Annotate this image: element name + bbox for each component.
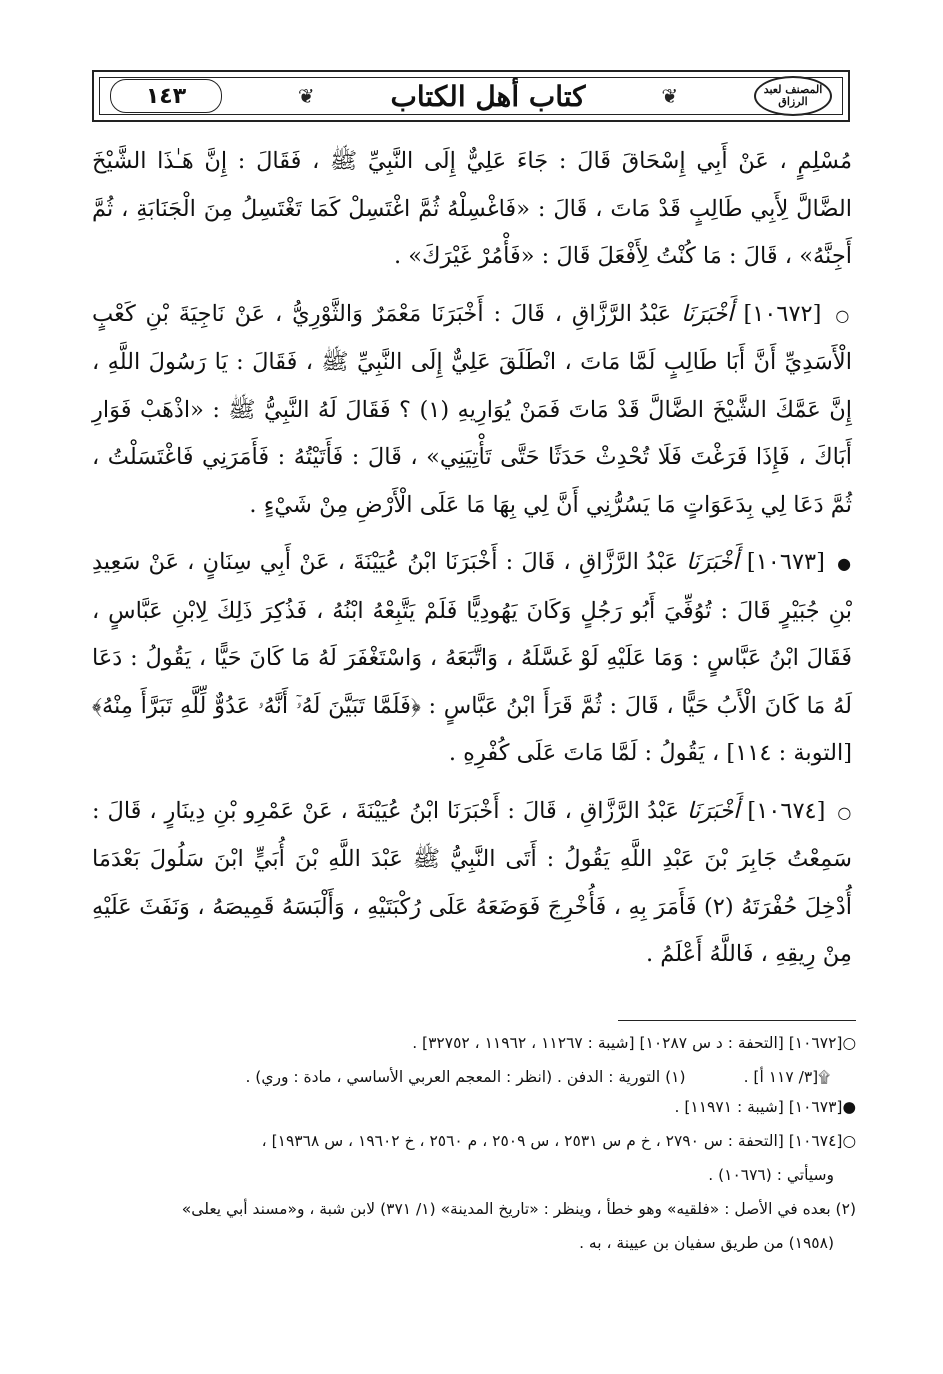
- footnote-note: (١) التورية : الدفن . (انظر : المعجم العربي الأساسي ، مادة : وري) .: [245, 1068, 686, 1086]
- footnote-line: ○[١٠٦٧٤] [التحفة : س ٢٧٩٠ ، خ م س ٢٥٣١ ، س ٢٥٠٩ ، م ٢٥٦٠ ، خ ١٩٦٠٢ ، س ١٩٣٦٨] ،: [261, 1132, 856, 1150]
- footnote-line: (٢) بعده في الأصل : «فلقيه» وهو خطأ ، وينظر : «تاريخ المدينة» (١/ ٣٧١) لابن شبة ، و«مسند أبي يعلى»: [181, 1200, 856, 1218]
- footnote-separator: [618, 1020, 856, 1021]
- main-text: [92, 138, 852, 979]
- ornament-icon: ❦: [297, 84, 315, 108]
- book-title: كتاب أهل الكتاب: [390, 79, 586, 113]
- page-number: [110, 79, 222, 113]
- footnote-line: ●[١٠٦٧٣] [شيبة : ١١٩٧١] .: [674, 1098, 856, 1116]
- hadith-entry: [92, 291, 852, 530]
- akhbarana-word: أَخْبَرَنَا: [686, 549, 739, 575]
- footnote-line-continued: (١٩٥٨) من طريق سفيان بن عيينة ، به .: [579, 1234, 834, 1252]
- paragraph-continuation: مُسْلِمٍ ، عَنْ أَبِي إِسْحَاقَ قَالَ : جَاءَ عَلِيٌّ إِلَى النَّبِيِّ ﷺ ، فَقَالَ : إِنَّ هَـٰذَا الشَّيْخَ الضَّالَّ لِأَبِي طَالِبٍ قَدْ مَاتَ ، قَالَ : «فَاغْسِلْهُ ثُمَّ اغْتَسِلْ كَمَا تَغْتَسِلُ مِنَ الْجَنَابَةِ ، ثُمَّ أَجِنَّهُ» ، قَالَ : مَا كُنْتُ لِأَفْعَلَ قَالَ : «فَأْمُرْ غَيْرَكَ» .: [92, 148, 852, 269]
- book-logo: [754, 76, 832, 116]
- hadith-text: عَبْدُ الرَّزَّاقِ ، قَالَ : أَخْبَرَنَا مَعْمَرٌ وَالثَّوْرِيُّ ، عَنْ نَاجِيَةَ بْنِ كَعْبٍ الْأَسَدِيِّ أَنَّ أَبَا طَالِبٍ لَمَّا مَاتَ ، انْطَلَقَ عَلِيٌّ إِلَى النَّبِيِّ ﷺ ، فَقَالَ : يَا رَسُولَ اللَّهِ ، إِنَّ عَمَّكَ الشَّيْخَ الضَّالَّ قَدْ مَاتَ فَمَنْ يُوَارِيهِ (١) ؟ فَقَالَ لَهُ النَّبِيُّ ﷺ : «اذْهَبْ فَوَارِ أَبَاكَ ، فَإِذَا فَرَغْتَ فَلَا تُحْدِثْ حَدَثًا حَتَّى تَأْتِيَنِي» ، قَالَ : فَأَتَيْتُهُ : فَأَمَرَنِي فَاغْتَسَلْتُ ، ثُمَّ دَعَا لِي بِدَعَوَاتٍ مَا يَسُرُّنِي أَنَّ لِي بِهَا مَا عَلَى الْأَرْضِ مِنْ شَيْءٍ .: [92, 300, 852, 518]
- hadith-number: [١٠٦٧٢]: [743, 300, 822, 327]
- page-header: [92, 70, 850, 122]
- entry-marker: ○: [837, 802, 853, 822]
- book-logo-text: المصنف لعبد الرزاق: [763, 83, 823, 108]
- entry-marker: ○: [835, 305, 853, 325]
- footnotes: [92, 1028, 856, 1262]
- footnote-row: [92, 1062, 856, 1092]
- akhbarana-word: أَخْبَرَنَا: [687, 797, 740, 824]
- entry-marker: ●: [837, 554, 853, 573]
- footnote-ref: ۩[٣/ ١١٧ أ] .: [743, 1068, 830, 1086]
- hadith-text: عَبْدُ الرَّزَّاقِ ، قَالَ : أَخْبَرَنَا ابْنُ عُيَيْنَةَ ، عَنْ أَبِي سِنَانٍ ، عَنْ سَعِيدِ بْنِ جُبَيْرٍ قَالَ : تُوُفِّيَ أَبُو رَجُلٍ وَكَانَ يَهُودِيًّا فَلَمْ يَتَّبِعْهُ ابْنُهُ ، فَذُكِرَ ذَلِكَ لِابْنِ عَبَّاسٍ ، فَقَالَ ابْنُ عَبَّاسٍ : وَمَا عَلَيْهِ لَوْ غَسَّلَهُ ، وَاتَّبَعَهُ ، وَاسْتَغْفَرَ لَهُ مَا كَانَ حَيًّا ، يَقُولُ : دَعَا لَهُ مَا كَانَ الْأَبُ حَيًّا ، قَالَ : ثُمَّ قَرَأَ ابْنُ عَبَّاسٍ : ﴿فَلَمَّا تَبَيَّنَ لَهُۥٓ أَنَّهُۥ عَدُوٌّ لِّلَّهِ تَبَرَّأَ مِنْهُ﴾ [التوبة : ١١٤] ، يَقُولُ : لَمَّا مَاتَ عَلَى كُفْرِهِ .: [92, 549, 852, 766]
- page-number-text: ١٤٣: [145, 83, 187, 109]
- footnote-line-continued: وسيأتي : (١٠٦٧٦) .: [708, 1166, 834, 1184]
- footnote-line: ○[١٠٦٧٢] [التحفة : د س ١٠٢٨٧] [شيبة : ١١٢٦٧ ، ١١٩٦٢ ، ٣٢٧٥٢] .: [412, 1034, 856, 1052]
- hadith-text: عَبْدُ الرَّزَّاقِ ، قَالَ : أَخْبَرَنَا ابْنُ عُيَيْنَةَ ، عَنْ عَمْرِو بْنِ دِينَارٍ ، قَالَ : سَمِعْتُ جَابِرَ بْنَ عَبْدِ اللَّهِ يَقُولُ : أَتَى النَّبِيُّ ﷺ عَبْدَ اللَّهِ بْنَ أُبَيٍّ ابْنَ سَلُولَ بَعْدَمَا أُدْخِلَ حُفْرَتَهُ (٢) فَأَمَرَ بِهِ ، فَأُخْرِجَ فَوَضَعَهُ عَلَى رُكْبَتَيْهِ ، وَأَلْبَسَهُ قَمِيصَهُ ، وَنَفَثَ عَلَيْهِ مِنْ رِيقِهِ ، فَاللَّهُ أَعْلَمُ .: [92, 797, 852, 967]
- hadith-entry: [92, 539, 852, 778]
- akhbarana-word: أَخْبَرَنَا: [681, 300, 734, 327]
- hadith-entry: [92, 788, 852, 979]
- ornament-icon: ❦: [661, 84, 679, 108]
- hadith-number: [١٠٦٧٣]: [746, 549, 825, 575]
- hadith-number: [١٠٦٧٤]: [747, 797, 826, 824]
